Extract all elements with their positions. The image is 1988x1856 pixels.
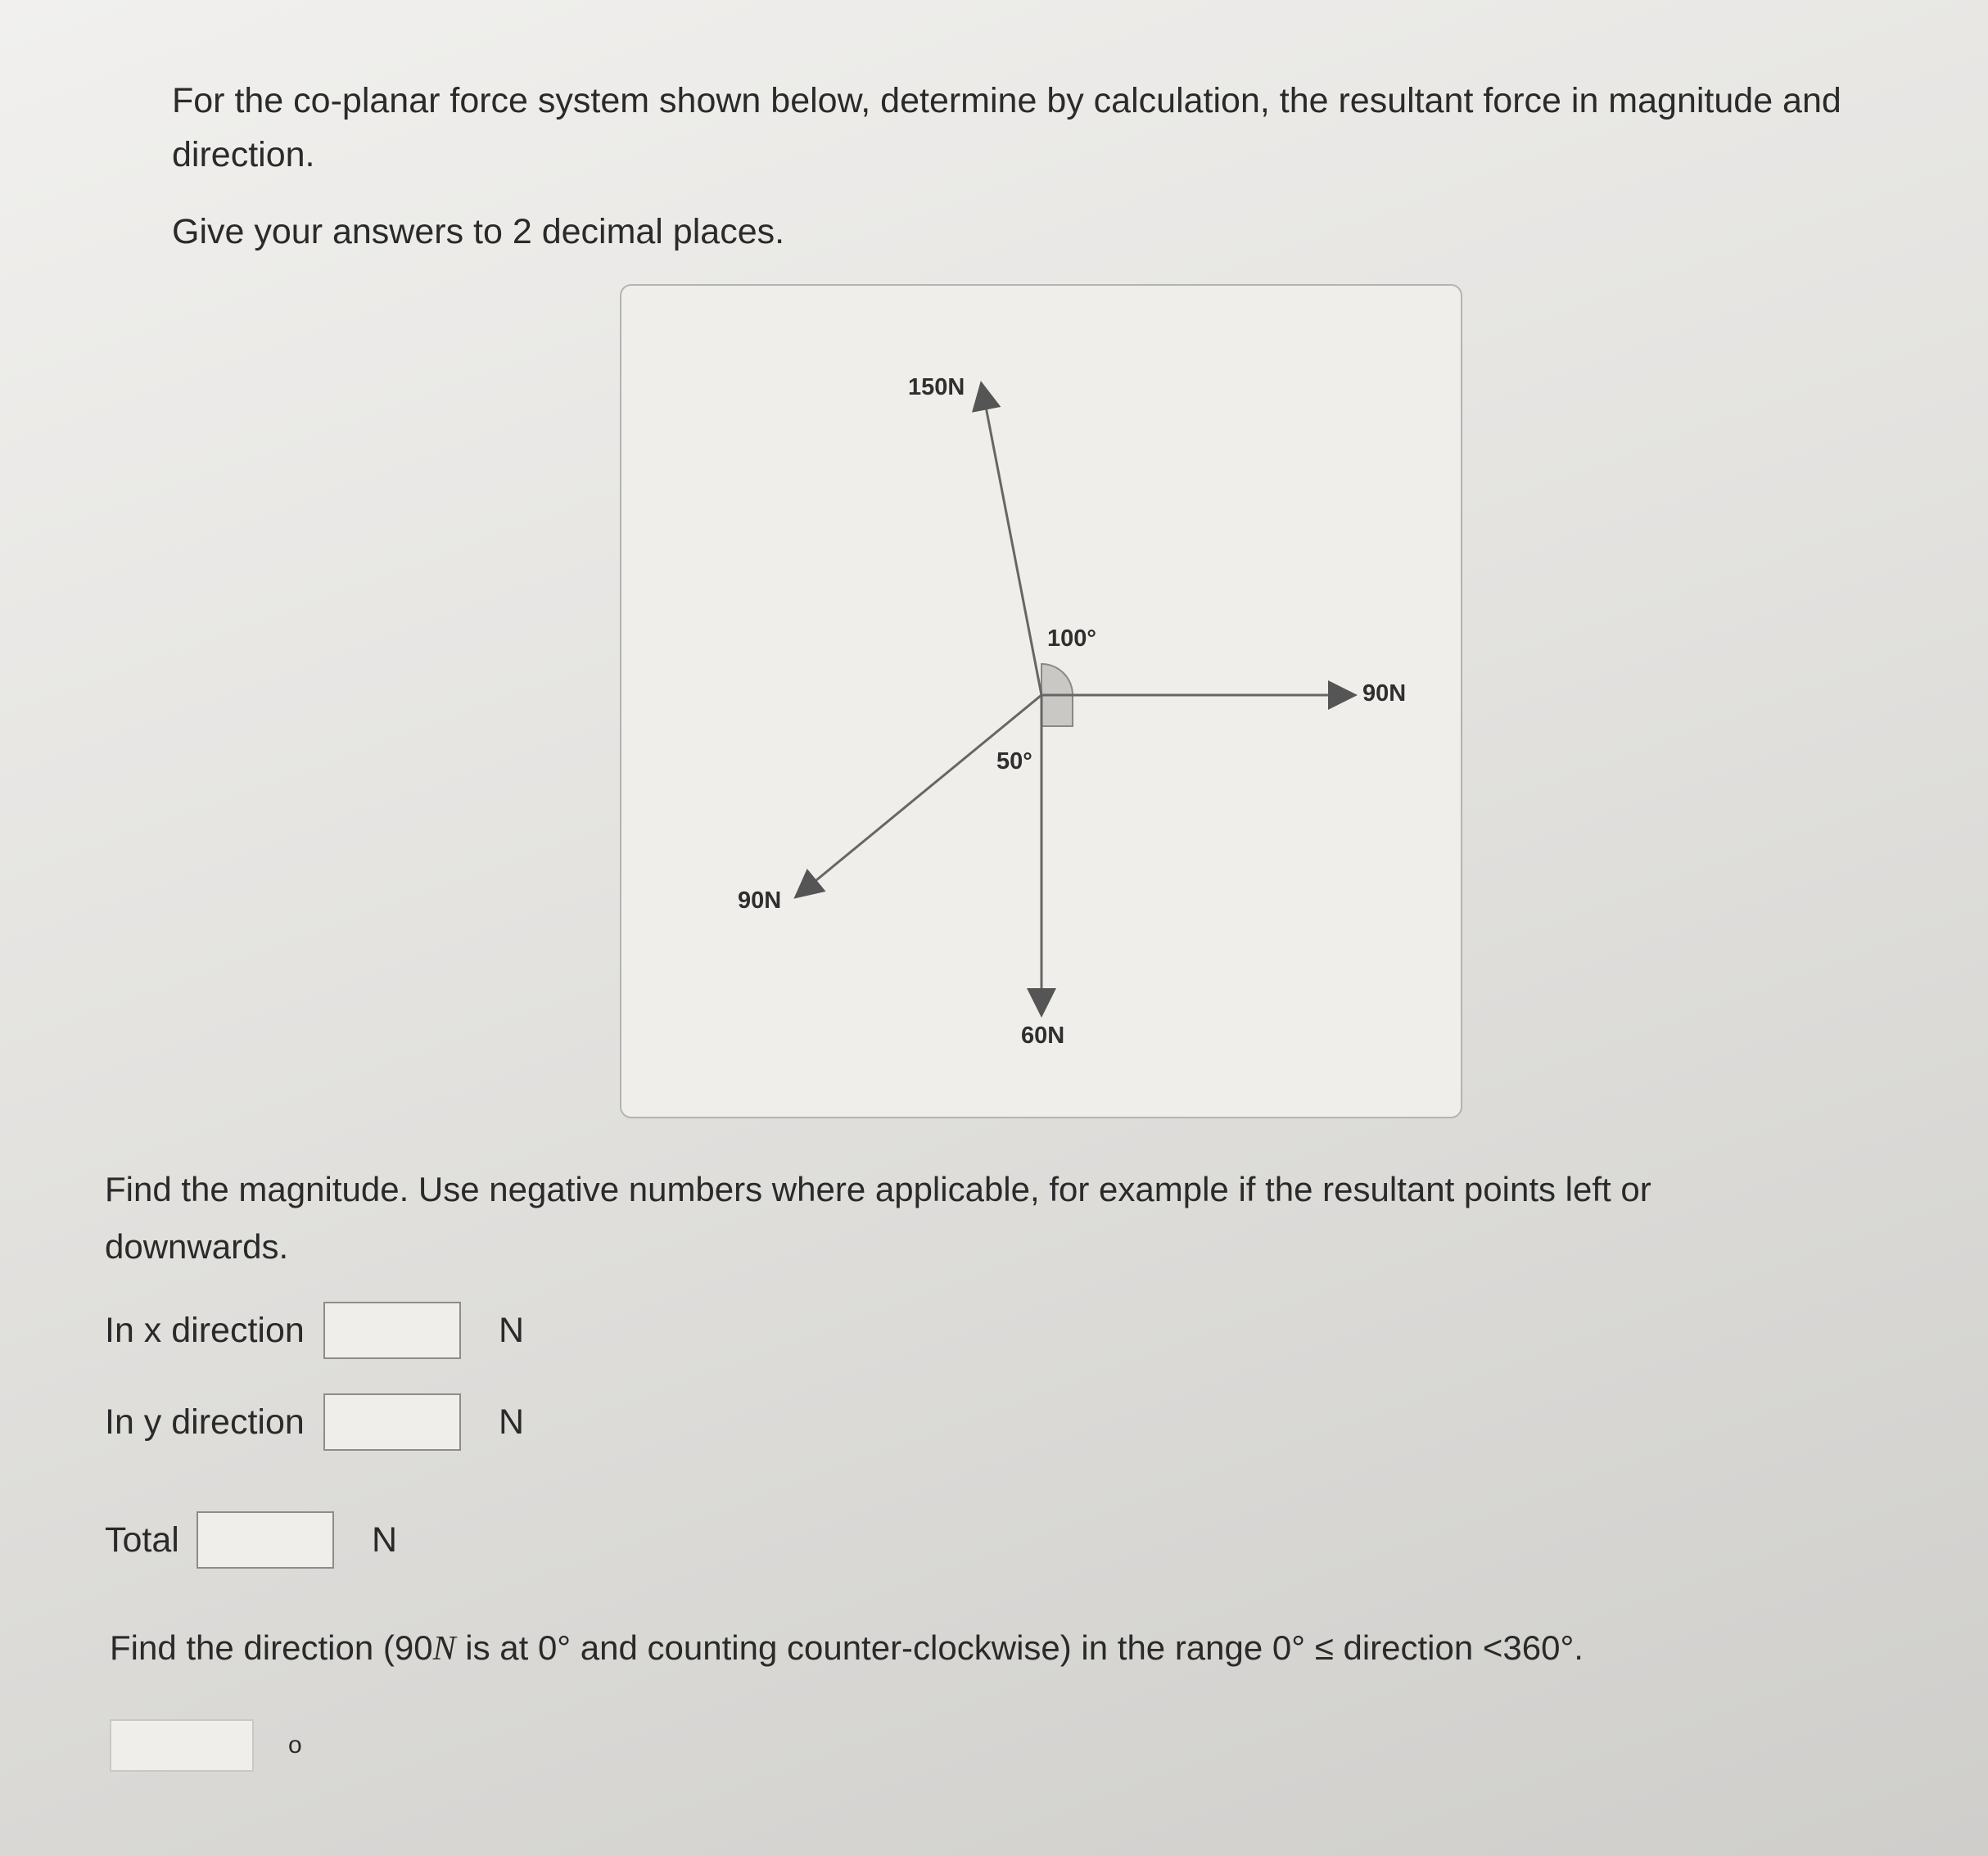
- direction-prompt: [110, 1621, 1584, 1676]
- y-direction-unit: N: [499, 1402, 525, 1442]
- angle-50-marker: [1041, 695, 1073, 726]
- total-input[interactable]: [197, 1511, 334, 1569]
- force-label-90n-right: 90N: [1362, 680, 1407, 707]
- direction-prompt-prefix: Find the direction (: [110, 1628, 395, 1667]
- decimal-places-instruction: Give your answers to 2 decimal places.: [172, 212, 785, 251]
- total-label: Total: [105, 1520, 179, 1560]
- degree-unit: o: [288, 1732, 302, 1759]
- force-90n-left-line: [797, 695, 1041, 896]
- question-intro: For the co-planar force system shown below, determine by calculation, the resultant force in magnitude and direction.: [172, 81, 1841, 174]
- direction-prompt-ref-num: 90: [394, 1628, 433, 1667]
- force-label-150n: 150N: [908, 374, 965, 400]
- direction-answer-row: [110, 1719, 302, 1772]
- x-direction-label: In x direction: [105, 1311, 305, 1350]
- direction-prompt-ref-unit: N: [432, 1630, 456, 1668]
- x-direction-row: [105, 1302, 524, 1359]
- y-direction-input[interactable]: [323, 1393, 461, 1451]
- force-label-60n: 60N: [1021, 1023, 1065, 1049]
- force-diagram: [620, 284, 1462, 1118]
- y-direction-label: In y direction: [105, 1402, 305, 1442]
- direction-angle-input[interactable]: [110, 1719, 254, 1772]
- y-direction-row: [105, 1393, 524, 1451]
- magnitude-prompt: Find the magnitude. Use negative numbers where applicable, for example if the resultant points left or downwards.: [105, 1170, 1651, 1266]
- angle-100-arc: [1041, 664, 1073, 695]
- direction-prompt-middle: is at 0° and counting counter-clockwise) in the range 0° ≤ direction <360°.: [455, 1628, 1584, 1667]
- total-unit: N: [372, 1520, 398, 1560]
- total-row: [105, 1511, 397, 1569]
- force-label-90n-left: 90N: [738, 887, 782, 914]
- x-direction-unit: N: [499, 1311, 525, 1350]
- angle-label-100: 100°: [1047, 625, 1096, 652]
- x-direction-input[interactable]: [323, 1302, 461, 1359]
- force-150n-line: [982, 386, 1041, 695]
- force-diagram-svg: [621, 286, 1461, 1117]
- angle-label-50: 50°: [996, 748, 1032, 774]
